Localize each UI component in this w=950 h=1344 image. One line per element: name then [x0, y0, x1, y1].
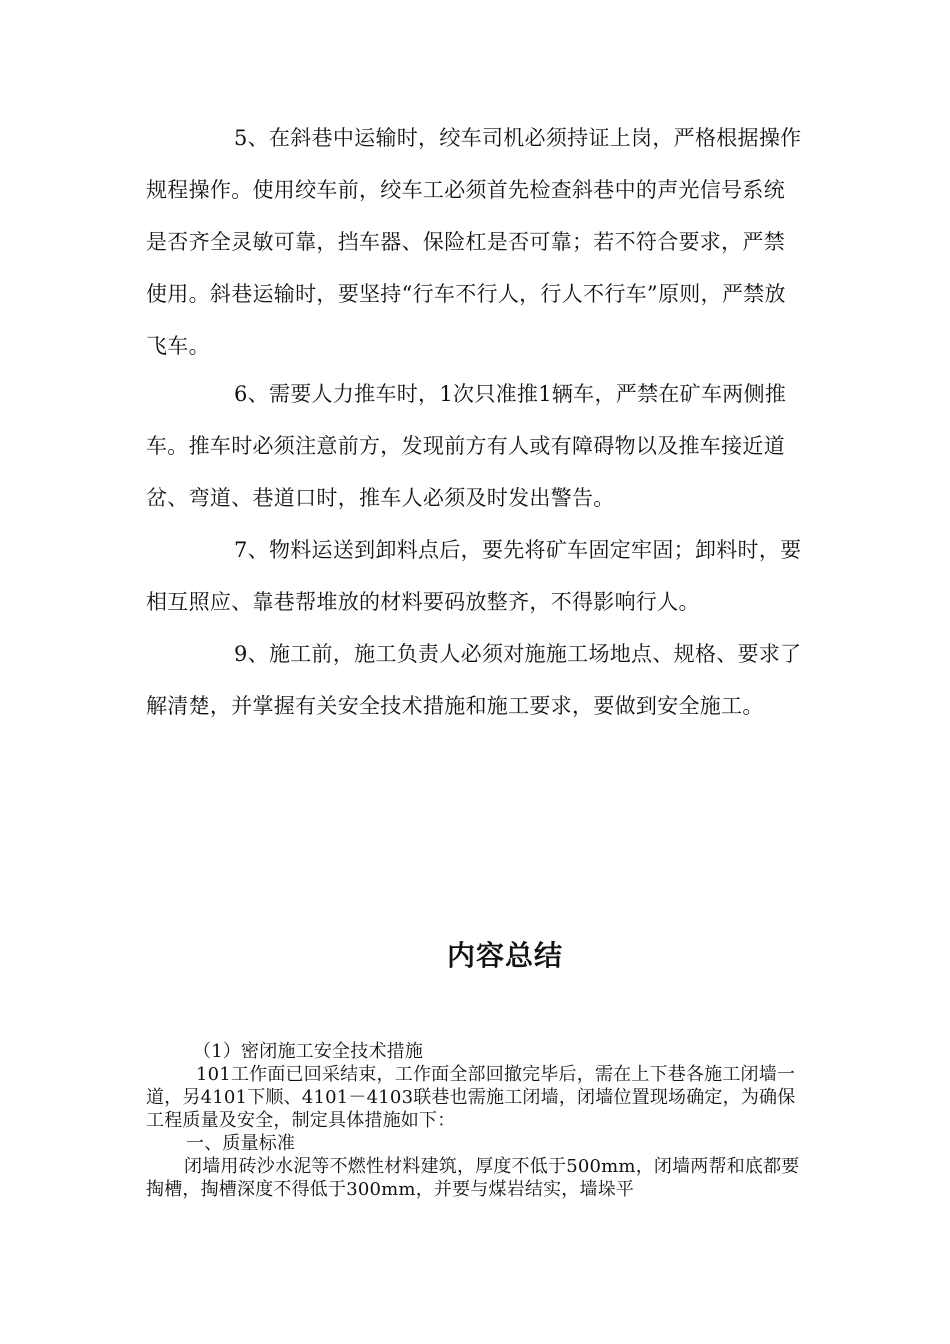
paragraph-item-7: 7、物料运送到卸料点后，要先将矿车固定牢固；卸料时，要相互照应、靠巷帮堆放的材料要码放整齐，不得影响行人。 [146, 538, 802, 614]
summary-title: 内容总结 [446, 939, 563, 972]
summary-intro: 101工作面已回采结束，工作面全部回撤完毕后，需在上下巷各施工闭墙一道，另4101下顺、4101－4103联巷也需施工闭墙，闭墙位置现场确定，为确保工程质量及安全，制定具体措施如下： [146, 1064, 796, 1131]
quality-standard-text: 闭墙用砖沙水泥等不燃性材料建筑，厚度不低于500mm，闭墙两帮和底都要掏槽，掏槽深度不得低于300mm，并要与煤岩结实，墙垛平 [146, 1156, 800, 1200]
quality-standard-heading: 一、质量标准 [186, 1133, 296, 1154]
summary-heading: （1）密闭施工安全技术措施 [193, 1041, 424, 1062]
paragraph-item-9: 9、施工前，施工负责人必须对施施工场地点、规格、要求了解清楚，并掌握有关安全技术措施和施工要求，要做到安全施工。 [146, 642, 802, 718]
paragraph-item-5: 5、在斜巷中运输时，绞车司机必须持证上岗，严格根据操作规程操作。使用绞车前，绞车工必须首先检查斜巷中的声光信号系统是否齐全灵敏可靠，挡车器、保险杠是否可靠；若不符合要求，严禁使用。斜巷运输时，要坚持“行车不行人，行人不行车”原则，严禁放飞车。 [146, 126, 802, 358]
paragraph-item-6: 6、需要人力推车时，1次只准推1辆车，严禁在矿车两侧推车。推车时必须注意前方，发现前方有人或有障碍物以及推车接近道岔、弯道、巷道口时，推车人必须及时发出警告。 [146, 382, 787, 510]
